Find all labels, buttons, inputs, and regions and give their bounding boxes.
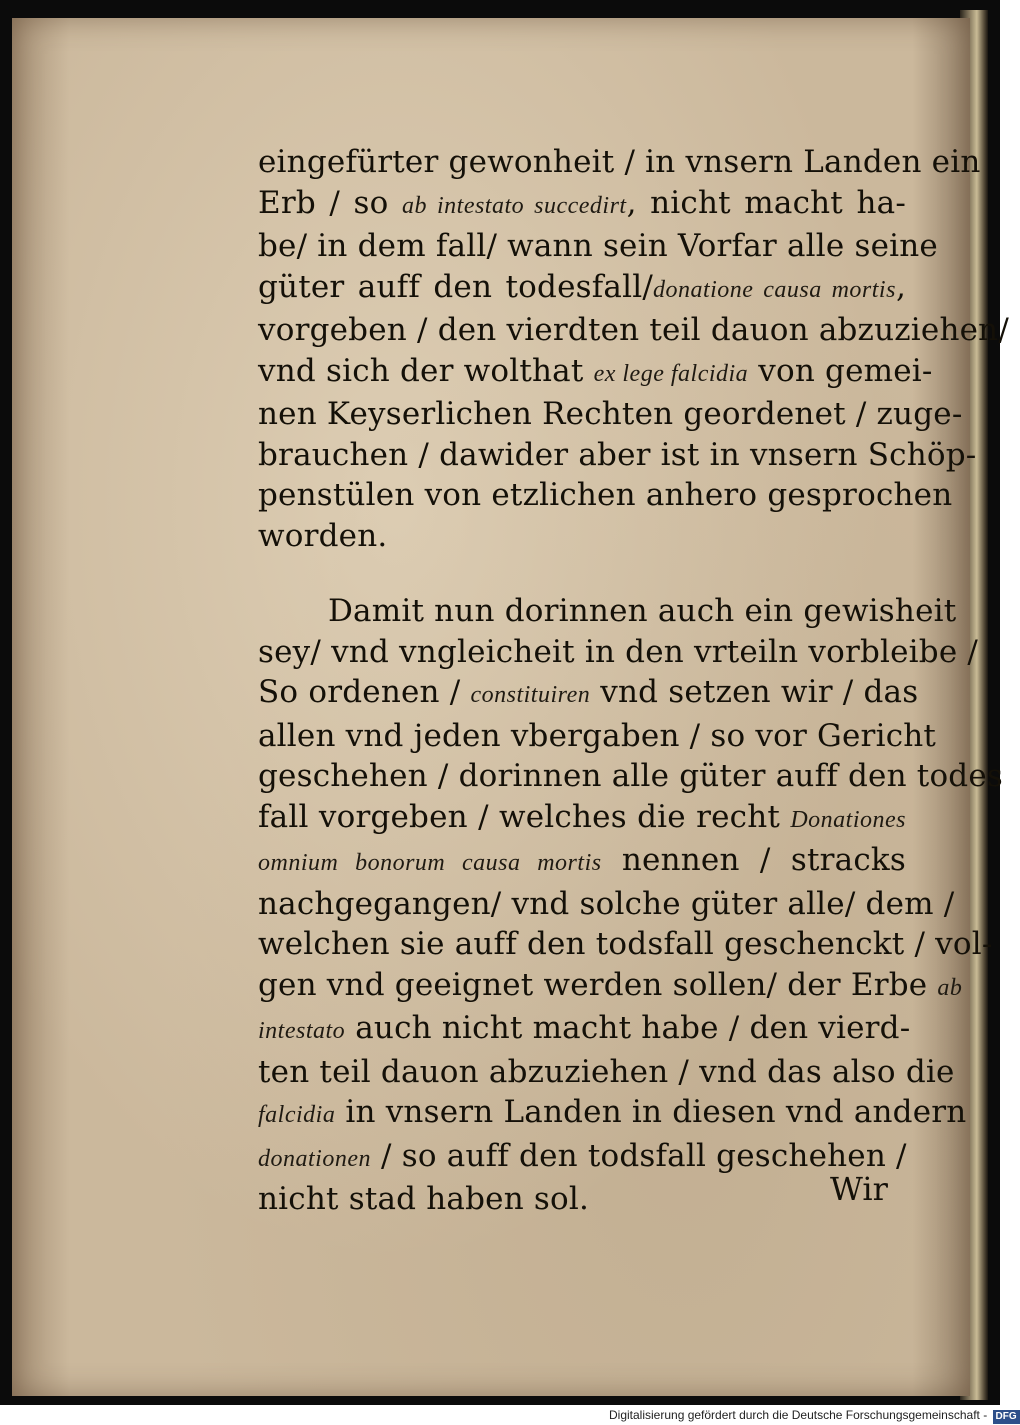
dfg-logo: DFG — [993, 1410, 1020, 1424]
paragraph-1 — [258, 142, 1009, 556]
latin-phrase: omnium bonorum causa mortis — [258, 850, 602, 876]
text-line — [258, 756, 1004, 797]
latin-phrase: ex lege falcidia — [593, 360, 749, 387]
text-segment: Erb / so — [258, 184, 403, 221]
text-segment: nen Keyserlichen Rechten geordenet / zuge- — [258, 396, 963, 432]
text-segment: penstülen von etzlichen anhero gesprochen — [258, 477, 953, 513]
text-line — [258, 632, 979, 673]
text-line — [258, 1179, 906, 1220]
text-segment: Damit nun dorinnen auch ein gewisheit — [328, 593, 957, 629]
latin-phrase: Donationes — [790, 806, 906, 833]
text-segment: vnd setzen wir / das — [590, 674, 919, 710]
text-segment: be/ in dem fall/ wann sein Vorfar alle seine — [258, 228, 938, 264]
latin-phrase: donatione causa mortis — [652, 276, 896, 303]
text-segment: nennen / stracks — [601, 842, 906, 878]
text-segment: worden. — [258, 517, 388, 554]
text-segment: ten teil dauon abzuziehen / vnd das also die — [258, 1053, 955, 1090]
text-segment: sey/ vnd vngleicheit in den vrteiln vorbleibe / — [258, 633, 979, 670]
text-line — [258, 516, 906, 557]
text-segment: von gemei- — [748, 352, 933, 389]
latin-phrase: donationen — [258, 1145, 371, 1172]
text-line — [258, 435, 977, 476]
text-line — [258, 1136, 906, 1180]
latin-phrase: ab intestato succedirt — [402, 192, 627, 219]
text-segment: welchen sie auff den todsfall geschenckt / vol- — [258, 926, 993, 962]
text-line — [258, 716, 937, 757]
text-segment: / so auff den todsfall geschehen / — [371, 1137, 907, 1174]
text-line — [258, 226, 938, 267]
catchword: Wir — [830, 1170, 888, 1208]
text-segment: brauchen / dawider aber ist in vnsern Schöp- — [258, 436, 977, 473]
text-segment: auch nicht macht habe / den vierd- — [345, 1010, 911, 1046]
text-segment: vorgeben / den vierdten teil dauon abzuziehen/ — [258, 312, 1009, 348]
latin-phrase: constituiren — [470, 682, 591, 708]
text-segment: güter auff den todesfall/ — [258, 268, 653, 305]
text-line — [258, 267, 906, 311]
text-segment: , — [895, 268, 907, 305]
text-segment: vnd sich der wolthat — [258, 352, 594, 389]
text-segment: nicht stad haben sol. — [258, 1181, 590, 1217]
text-line — [258, 924, 993, 965]
latin-phrase: intestato — [258, 1018, 346, 1044]
text-line — [258, 183, 906, 227]
latin-phrase: falcidia — [258, 1102, 336, 1128]
text-line — [258, 591, 957, 632]
footer-text: Digitalisierung gefördert durch die Deutsche Forschungsgemeinschaft - — [609, 1408, 988, 1422]
text-line — [258, 672, 919, 716]
text-segment: eingefürter gewonheit / in vnsern Landen ein — [258, 144, 981, 180]
text-segment: , nicht macht ha- — [626, 184, 906, 221]
text-line — [258, 475, 953, 516]
text-line — [258, 310, 1009, 351]
text-segment: geschehen / dorinnen alle güter auff den todes — [258, 758, 1004, 794]
text-line — [258, 1008, 911, 1052]
text-line — [258, 840, 906, 884]
text-segment: gen vnd geeignet werden sollen/ der Erbe — [258, 966, 938, 1003]
text-line — [258, 884, 955, 925]
text-line — [258, 1092, 967, 1136]
text-segment: allen vnd jeden vbergaben / so vor Gericht — [258, 717, 937, 754]
footer-credit — [609, 1405, 1017, 1425]
text-line — [258, 142, 981, 183]
text-line — [258, 394, 963, 435]
text-line — [258, 1052, 955, 1093]
document-text — [258, 142, 1009, 1220]
latin-phrase: ab — [937, 974, 963, 1001]
text-segment: in vnsern Landen in diesen vnd andern — [335, 1094, 967, 1130]
text-segment: So ordenen / — [258, 674, 471, 710]
text-line — [258, 351, 933, 395]
text-segment: fall vorgeben / welches die recht — [258, 798, 791, 835]
text-line — [258, 797, 906, 841]
text-line — [258, 965, 963, 1009]
text-segment: nachgegangen/ vnd solche güter alle/ dem / — [258, 885, 955, 922]
paragraph-2 — [258, 591, 1004, 1220]
